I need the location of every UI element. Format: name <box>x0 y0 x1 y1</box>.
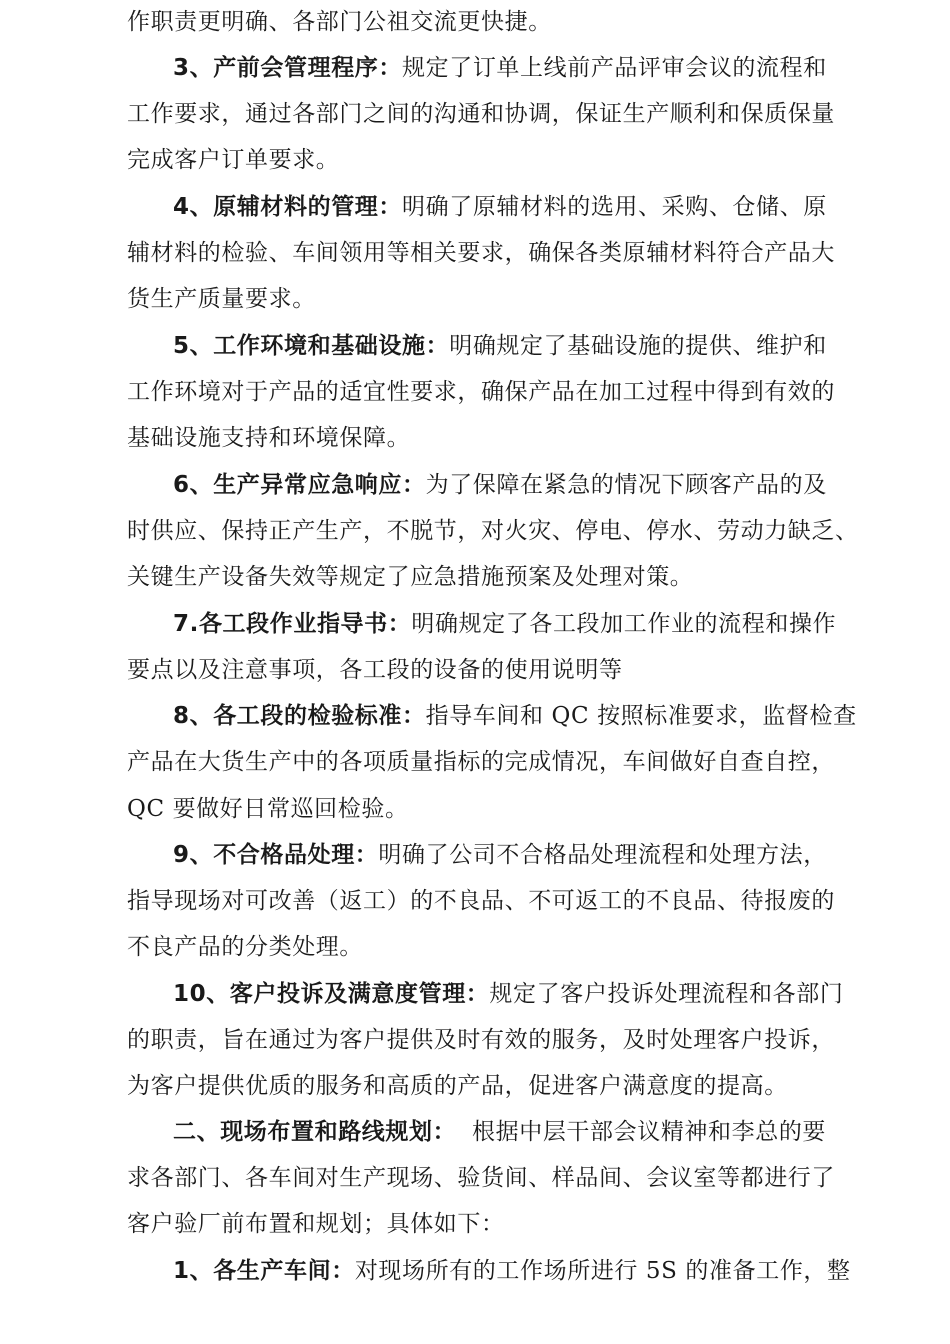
paragraph-line: 求各部门、各车间对生产现场、验货间、样品间、会议室等都进行了 <box>127 1165 835 1191</box>
paragraph-line: 时供应、保持正产生产，不脱节，对火灾、停电、停水、劳动力缺乏、 <box>127 518 859 544</box>
paragraph-line: 货生产质量要求。 <box>127 286 316 312</box>
section-two-title: 二、现场布置和路线规划： <box>173 1119 457 1145</box>
section-4-title: 4、原辅材料的管理： <box>173 194 403 220</box>
section-10-heading-line: 10、客户投诉及满意度管理：规定了客户投诉处理流程和各部门 <box>173 981 844 1007</box>
section-3-title: 3、产前会管理程序： <box>173 55 403 81</box>
section-4-heading-line: 4、原辅材料的管理：明确了原辅材料的选用、采购、仓储、原 <box>173 194 827 220</box>
subsection-1-heading-line: 1、各生产车间：对现场所有的工作场所进行 5S 的准备工作，整 <box>173 1258 851 1284</box>
paragraph-line: 完成客户订单要求。 <box>127 147 340 173</box>
section-8-heading-line: 8、各工段的检验标准：指导车间和 QC 按照标准要求，监督检查 <box>173 703 857 729</box>
paragraph-line: 为客户提供优质的服务和高质的产品，促进客户满意度的提高。 <box>127 1073 788 1099</box>
section-5-heading-line: 5、工作环境和基础设施：明确规定了基础设施的提供、维护和 <box>173 333 827 359</box>
paragraph-line: 要点以及注意事项，各工段的设备的使用说明等 <box>127 657 623 683</box>
paragraph-line: 不良产品的分类处理。 <box>127 934 363 960</box>
section-6-heading-line: 6、生产异常应急响应：为了保障在紧急的情况下顾客产品的及 <box>173 472 827 498</box>
paragraph-line: 指导现场对可改善（返工）的不良品、不可返工的不良品、待报废的 <box>127 888 835 914</box>
section-3-heading-line: 3、产前会管理程序：规定了订单上线前产品评审会议的流程和 <box>173 55 827 81</box>
section-9-title: 9、不合格品处理： <box>173 842 379 868</box>
section-7-title: 7.各工段作业指导书： <box>173 611 412 637</box>
paragraph-line: 基础设施支持和环境保障。 <box>127 425 411 451</box>
section-7-heading-line: 7.各工段作业指导书：明确规定了各工段加工作业的流程和操作 <box>173 611 837 637</box>
section-two-heading-line: 二、现场布置和路线规划： 根据中层干部会议精神和李总的要 <box>173 1119 827 1145</box>
subsection-1-title: 1、各生产车间： <box>173 1258 355 1284</box>
paragraph-line: 工作要求，通过各部门之间的沟通和协调，保证生产顺利和保质保量 <box>127 101 835 127</box>
paragraph-line: 作职责更明确、各部门公祖交流更快捷。 <box>127 9 552 35</box>
paragraph-line: QC 要做好日常巡回检验。 <box>127 796 409 822</box>
paragraph-line: 关键生产设备失效等规定了应急措施预案及处理对策。 <box>127 564 694 590</box>
paragraph-line: 工作环境对于产品的适宜性要求，确保产品在加工过程中得到有效的 <box>127 379 835 405</box>
section-10-title: 10、客户投诉及满意度管理： <box>173 981 490 1007</box>
paragraph-line: 辅材料的检验、车间领用等相关要求，确保各类原辅材料符合产品大 <box>127 240 835 266</box>
paragraph-line: 客户验厂前布置和规划；具体如下： <box>127 1211 505 1237</box>
section-5-title: 5、工作环境和基础设施： <box>173 333 450 359</box>
paragraph-line: 产品在大货生产中的各项质量指标的完成情况，车间做好自查自控， <box>127 749 835 775</box>
section-8-title: 8、各工段的检验标准： <box>173 703 426 729</box>
paragraph-line: 的职责，旨在通过为客户提供及时有效的服务，及时处理客户投诉， <box>127 1027 835 1053</box>
section-9-heading-line: 9、不合格品处理：明确了公司不合格品处理流程和处理方法， <box>173 842 827 868</box>
section-6-title: 6、生产异常应急响应： <box>173 472 426 498</box>
